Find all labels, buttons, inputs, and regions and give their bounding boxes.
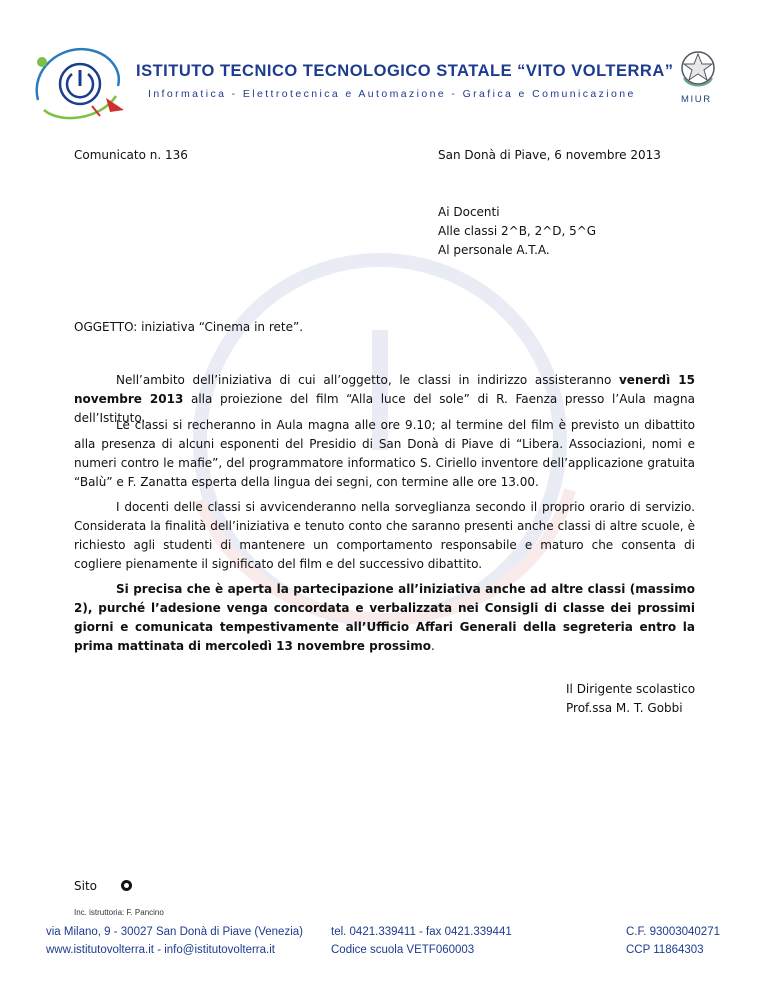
circle-bullet-icon xyxy=(121,880,132,891)
footer-ccp: CCP 11864303 xyxy=(626,944,704,956)
protocol-number: Comunicato n. 136 xyxy=(74,148,188,162)
recipients xyxy=(438,203,596,260)
footer-school-code: Codice scuola VETF060003 xyxy=(331,944,475,956)
italian-republic-emblem-icon xyxy=(678,48,718,92)
signature-block xyxy=(566,680,695,718)
paragraph-3: I docenti delle classi si avvicenderanno nella sorveglianza secondo il proprio orario di servizio. Considerata la finalità dell’iniziativa e tenuto conto che saranno presenti anche classi di altre scuole, è richiesto agli studenti di mantenere un comportamento responsabile e maturo che consenta di cogliere pienamente il significato del film e del successivo dibattito. xyxy=(74,500,695,571)
recipient-line: Ai Docenti xyxy=(438,205,500,219)
footer-cf: C.F. 93003040271 xyxy=(626,926,720,938)
footer-web-link[interactable]: www.istitutovolterra.it - info@istitutovolterra.it xyxy=(46,944,275,956)
miur-label: MIUR xyxy=(681,94,712,105)
footer-address: via Milano, 9 - 30027 San Donà di Piave (Venezia) xyxy=(46,926,303,938)
place-date: San Donà di Piave, 6 novembre 2013 xyxy=(438,148,661,162)
paragraph-2: Le classi si recheranno in Aula magna alle ore 9.10; al termine del film è previsto un dibattito alla presenza di alcuni esponenti del Presidio di San Donà di Piave di “Libera. Associazioni, nomi e numeri contro le mafie”, del programmatore informatico S. Ciriello inventore dell’applicazione gratuita “Balù” e F. Zanatta esperta della lingua dei segni, con termine alle ore 13.00. xyxy=(74,418,695,489)
sito-label: Sito xyxy=(74,879,97,893)
paragraph-4-text: Si precisa che è aperta la partecipazione all’iniziativa anche ad altre classi (massimo 2), purché l’adesione venga concordata e verbalizzata nei Consigli di classe dei prossimi giorni e comunicata tempestivamente all’Ufficio Affari Generali della segreteria entro la prima mattinata di mercoledì 13 novembre prossimo xyxy=(74,582,695,653)
footer-phone: tel. 0421.339411 - fax 0421.339441 xyxy=(331,926,512,938)
paragraph-4-end: . xyxy=(431,639,435,653)
paragraph-1-text-b: alla proiezione del film “Alla luce del sole” di R. Faenza presso l’Aula magna dell’Istituto. xyxy=(74,392,695,425)
istruttoria-note: Inc. istruttoria: F. Pancino xyxy=(74,908,164,917)
school-logo-icon xyxy=(30,40,126,122)
signature-role: Il Dirigente scolastico xyxy=(566,682,696,696)
paragraph-4 xyxy=(74,580,695,656)
recipient-line: Alle classi 2^B, 2^D, 5^G xyxy=(438,224,597,238)
paragraph-1-date: venerdì 15 novembre 2013 xyxy=(74,373,695,406)
recipient-line: Al personale A.T.A. xyxy=(438,243,550,257)
institute-subtitle: Informatica - Elettrotecnica e Automazione - Grafica e Comunicazione xyxy=(148,88,636,100)
signature-name: Prof.ssa M. T. Gobbi xyxy=(566,701,683,715)
subject-line: OGGETTO: iniziativa “Cinema in rete”. xyxy=(74,320,304,334)
institute-title: ISTITUTO TECNICO TECNOLOGICO STATALE “VITO VOLTERRA” xyxy=(136,62,674,80)
paragraph-1-text-a: Nell’ambito dell’iniziativa di cui all’oggetto, le classi in indirizzo assisteranno xyxy=(116,373,619,387)
